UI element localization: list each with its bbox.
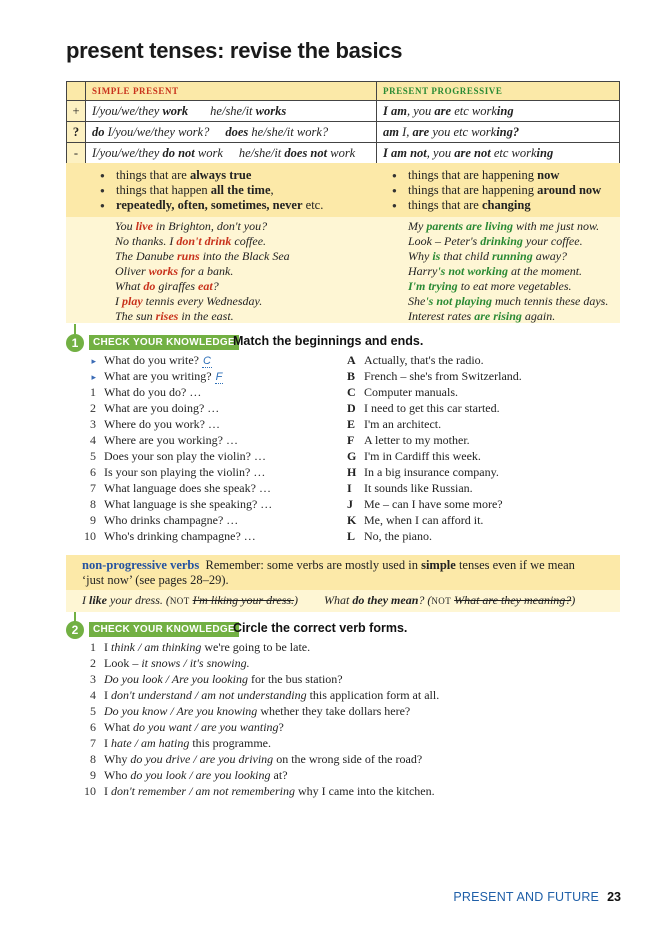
answer-field[interactable]: F <box>215 371 223 383</box>
list-item: 2 Look – it snows / it's snowing. <box>90 656 250 670</box>
list-item: 4 I don't understand / am not understanding this application form at all. <box>90 688 440 702</box>
list-item: ● things that are always true <box>98 168 323 183</box>
example-line: The sun rises in the east. <box>115 309 234 323</box>
non-progressive-note: non-progressive verbs Remember: some verbs are mostly used in simple tenses even if we mean ‘just now’ (see pages 28–29). <box>66 555 620 590</box>
page-number: 23 <box>607 890 621 904</box>
verb-choice[interactable]: Do you look / Are you looking <box>104 672 248 686</box>
verb-choice[interactable]: Do you know / Are you knowing <box>104 704 258 718</box>
play-arrow-icon: ▸ <box>91 356 96 366</box>
list-item: ● things that are happening now <box>390 168 601 183</box>
example-line: My parents are living with me just now. <box>408 219 600 233</box>
progressive-form: I am not, you are not etc working <box>377 143 620 164</box>
list-item: 8 What language is she speaking? … <box>90 497 273 511</box>
list-item: ● things that happen all the time, <box>98 183 323 198</box>
table-row-affirmative <box>67 101 620 122</box>
exercise-1-number: 1 <box>66 334 84 352</box>
list-item: ▸ What are you writing? F <box>76 368 223 385</box>
exercise-2-number: 2 <box>66 621 84 639</box>
list-item: 9 Who drinks champagne? … <box>90 513 239 527</box>
list-item: C Computer manuals. <box>347 385 458 399</box>
list-item: 5 Do you know / Are you knowing whether they take dollars here? <box>90 704 411 718</box>
exercise-1-instruction: Match the beginnings and ends. <box>233 334 424 348</box>
list-item: ▸ What do you write? C <box>76 352 212 369</box>
example-line: Why is that child running away? <box>408 249 568 263</box>
row-symbol: - <box>67 143 86 164</box>
answer-field[interactable]: C <box>202 355 211 367</box>
exercise-1-answers <box>347 352 617 544</box>
verb-choice[interactable]: don't understand / am not understanding <box>111 688 307 702</box>
row-symbol: + <box>67 101 86 122</box>
simple-form: I/you/we/they work he/she/it works <box>86 101 377 122</box>
example-line: I play tennis every Wednesday. <box>115 294 263 308</box>
list-item: ● repeatedly, often, sometimes, never etc. <box>98 198 323 213</box>
simple-examples <box>115 219 290 324</box>
examples-box <box>66 217 620 323</box>
table-row-question <box>67 122 620 143</box>
verb-choice[interactable]: hate / am hating <box>111 736 190 750</box>
exercise-1-questions <box>76 352 356 544</box>
list-item: 7 What language does she speak? … <box>90 481 271 495</box>
list-item: 2 What are you doing? … <box>90 401 220 415</box>
verb-choice[interactable]: do you want / are you wanting <box>133 720 279 734</box>
table-row-negative <box>67 143 620 164</box>
example-line: What do giraffes eat? <box>115 279 219 293</box>
tense-form-table <box>66 81 620 164</box>
list-item: D I need to get this car started. <box>347 401 500 415</box>
example-line: I'm trying to eat more vegetables. <box>408 279 572 293</box>
progressive-examples <box>408 219 608 324</box>
section-divider-line <box>74 324 76 334</box>
list-item: 6 What do you want / are you wanting? <box>90 720 284 734</box>
list-item: 3 Where do you work? … <box>90 417 220 431</box>
example-line: Oliver works for a bank. <box>115 264 234 278</box>
exercise-2-instruction: Circle the correct verb forms. <box>233 621 408 635</box>
example-line: Harry's not working at the moment. <box>408 264 583 278</box>
list-item: ● things that are happening around now <box>390 183 601 198</box>
list-item: J Me – can I have some more? <box>347 497 503 511</box>
list-item: 4 Where are you working? … <box>90 433 238 447</box>
simple-usage-list <box>98 168 323 213</box>
exercise-2-items <box>76 639 616 803</box>
usage-box <box>66 163 620 217</box>
example-line: She's not playing much tennis these days. <box>408 294 609 308</box>
list-item: L No, the piano. <box>347 529 432 543</box>
list-item: ● things that are changing <box>390 198 601 213</box>
list-item: 3 Do you look / Are you looking for the bus station? <box>90 672 343 686</box>
list-item: 1 I think / am thinking we're going to be late. <box>90 640 311 654</box>
list-item: 8 Why do you drive / are you driving on the wrong side of the road? <box>90 752 423 766</box>
header-simple-present: SIMPLE PRESENT <box>86 82 377 101</box>
list-item: 5 Does your son play the violin? … <box>90 449 266 463</box>
list-item: A Actually, that's the radio. <box>347 353 484 367</box>
verb-choice[interactable]: don't remember / am not remembering <box>111 784 295 798</box>
verb-choice[interactable]: do you drive / are you driving <box>130 752 274 766</box>
list-item: G I'm in Cardiff this week. <box>347 449 481 463</box>
header-blank <box>67 82 86 101</box>
note-title: non-progressive verbs <box>82 558 200 572</box>
example-line: Interest rates are rising again. <box>408 309 556 323</box>
simple-form: do I/you/we/they work? does he/she/it work? <box>86 122 377 143</box>
list-item: B French – she's from Switzerland. <box>347 369 522 383</box>
progressive-form: am I, are you etc working? <box>377 122 620 143</box>
page-title: present tenses: revise the basics <box>66 38 403 63</box>
list-item: 10 I don't remember / am not remembering why I came into the kitchen. <box>84 784 435 798</box>
play-arrow-icon: ▸ <box>91 372 96 382</box>
verb-choice[interactable]: think / am thinking <box>111 640 202 654</box>
list-item: H In a big insurance company. <box>347 465 499 479</box>
example-line: No thanks. I don't drink coffee. <box>115 234 267 248</box>
list-item: 1 What do you do? … <box>90 385 202 399</box>
progressive-form: I am, you are etc working <box>377 101 620 122</box>
verb-choice[interactable]: it snows / it's snowing. <box>141 656 250 670</box>
list-item: 6 Is your son playing the violin? … <box>90 465 266 479</box>
example-line: The Danube runs into the Black Sea <box>115 249 290 263</box>
list-item: K Me, when I can afford it. <box>347 513 484 527</box>
footer-section: PRESENT AND FUTURE <box>453 890 600 904</box>
list-item: 9 Who do you look / are you looking at? <box>90 768 288 782</box>
verb-choice[interactable]: do you look / are you looking <box>130 768 271 782</box>
progressive-usage-list <box>390 168 601 213</box>
non-progressive-examples: I like your dress. (NOT I'm liking your dress.) What do they mean? (NOT What are they meaning?) <box>66 590 620 612</box>
row-symbol: ? <box>67 122 86 143</box>
simple-form: I/you/we/they do not work he/she/it does not work <box>86 143 377 164</box>
list-item: I It sounds like Russian. <box>347 481 473 495</box>
example-line: Look – Peter's drinking your coffee. <box>408 234 583 248</box>
example-line: You live in Brighton, don't you? <box>115 219 268 233</box>
list-item: E I'm an architect. <box>347 417 442 431</box>
check-knowledge-label: CHECK YOUR KNOWLEDGE <box>89 622 239 637</box>
list-item: 10 Who's drinking champagne? … <box>84 529 256 543</box>
check-knowledge-label: CHECK YOUR KNOWLEDGE <box>89 335 239 350</box>
list-item: 7 I hate / am hating this programme. <box>90 736 271 750</box>
header-present-progressive: PRESENT PROGRESSIVE <box>377 82 620 101</box>
list-item: F A letter to my mother. <box>347 433 470 447</box>
page-footer <box>453 890 621 904</box>
